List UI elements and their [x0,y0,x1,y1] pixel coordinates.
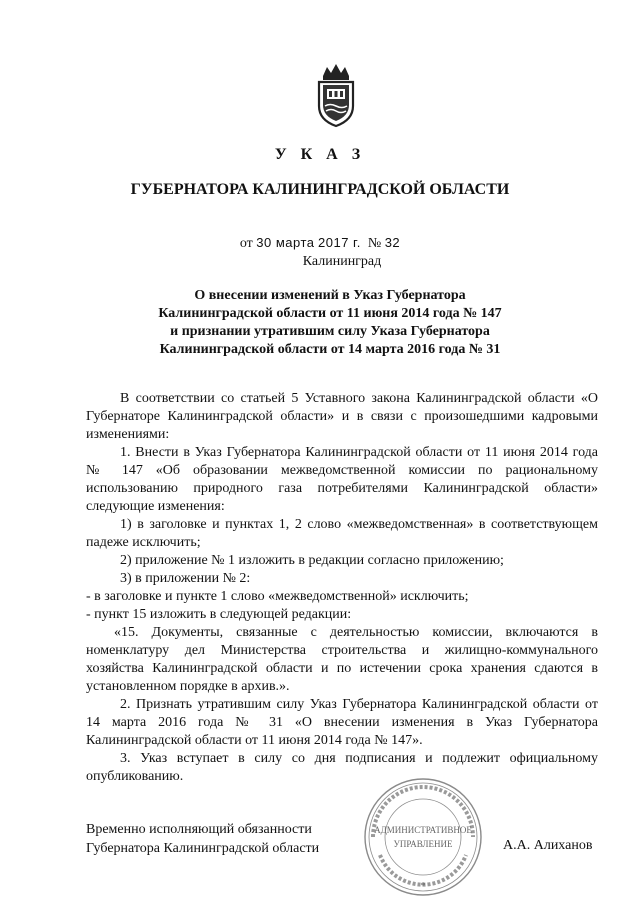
seal-inner-line-1: АДМИНИСТРАТИВНОЕ [374,825,472,835]
item-3: 3. Указ вступает в силу со дня подписания и подлежит официальному опубликованию. [86,751,598,784]
number-sign: № [367,236,382,251]
intro-paragraph: В соответствии со статьей 5 Уставного закона Калининградской области «О Губернаторе Калининградской области» и в связи с произошедшими кадровыми изменениями: [86,391,598,442]
official-seal [358,775,488,899]
subject-line: О внесении изменений в Указ Губернатора [194,288,466,303]
decree-number: 32 [384,235,401,250]
item-1-subitem-3: 3) в приложении № 2: [120,571,251,586]
item-1: 1. Внести в Указ Губернатора Калининградской области от 11 июня 2014 года № 147 «Об образовании межведомственной комиссии по рациональному использованию природного газа потребителями Калининградской области» следующие изменения: [86,445,598,514]
date-number-line [0,235,640,252]
item-1-subitem-3a: - в заголовке и пункте 1 слово «межведомственной» исключить; [86,589,469,604]
position-line: Временно исполняющий обязанности [86,822,312,837]
document-type-title: У К А З [274,146,366,163]
date-handwritten: 30 марта [256,235,315,250]
item-2: 2. Признать утратившим силу Указ Губернатора Калининградской области от 14 марта 2016 года № 31 «О внесении изменения в Указ Губернатора Калининградской области от 11 июня 2014 года № 147». [86,697,598,748]
signatory-position [86,820,319,858]
date-year: 2017 г. [318,235,361,250]
position-line: Губернатора Калининградской области [86,841,320,856]
subject-line: Калининградской области от 11 июня 2014 года № 147 [158,306,502,321]
seal-star: * [420,881,426,892]
subject-line: и признании утратившим силу Указа Губернатора [170,324,490,339]
subject-line: Калининградской области от 14 марта 2016 года № 31 [159,342,501,357]
seal-inner-line-2: УПРАВЛЕНИЕ [393,839,453,849]
coat-of-arms-emblem [313,62,359,128]
decree-subject [140,287,520,359]
item-1-subitem-2: 2) приложение № 1 изложить в редакции согласно приложению; [120,553,504,568]
issuer-title: ГУБЕРНАТОРА КАЛИНИНГРАДСКОЙ ОБЛАСТИ [130,181,510,198]
item-1-quote: «15. Документы, связанные с деятельностью комиссии, включаются в номенклатуру дел Министерства строительства и жилищно-коммунального хозяйства Калининградской области и по истечении срока хранения сдаются в установленном порядке в архив.». [86,625,598,694]
signatory-name: А.А. Алиханов [503,838,593,853]
decree-body [86,390,598,786]
item-1-subitem-3b: - пункт 15 изложить в следующей редакции: [86,607,352,622]
city-name: Калининград [302,254,382,269]
item-1-subitem-1: 1) в заголовке и пунктах 1, 2 слово «межведомственная» в соответствующем падеже исключить; [86,517,598,550]
date-prefix: от [239,236,253,251]
